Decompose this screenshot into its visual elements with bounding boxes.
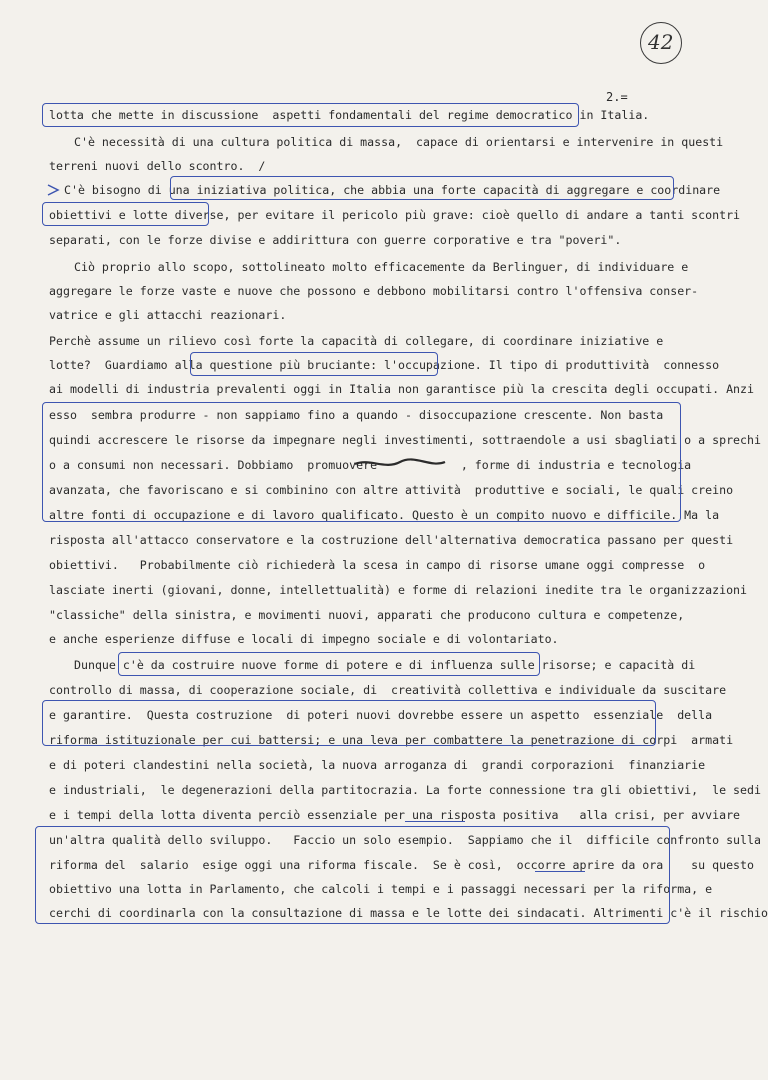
text-line: Dunque c'è da costruire nuove forme di potere e di influenza sulle risorse; e capacità di [74, 658, 696, 672]
text-line: avanzata, che favoriscano e si combinino con altre attività produttive e sociali, le quali creino [49, 483, 734, 497]
text-line: riforma del salario esige oggi una riforma fiscale. Se è così, occorre aprire da ora su questo [49, 858, 754, 872]
handwritten-page-number [640, 22, 682, 64]
text-line: "classiche" della sinistra, e movimenti nuovi, apparati che producono cultura e competenze, [49, 608, 685, 622]
typed-page-number: 2.= [606, 90, 628, 104]
text-line: e i tempi della lotta diventa perciò essenziale per una risposta positiva alla crisi, per avviare [49, 808, 741, 822]
text-line: quindi accrescere le risorse da impegnare negli investimenti, sottraendole a usi sbagliati o a sprechi [49, 433, 761, 447]
text-line: e anche esperienze diffuse e locali di impegno sociale e di volontariato. [49, 632, 559, 646]
text-line: aggregare le forze vaste e nuove che possono e debbono mobilitarsi contro l'offensiva conser- [49, 284, 699, 298]
text-line: terreni nuovi dello scontro. / [49, 159, 266, 173]
text-line: e garantire. Questa costruzione di poteri nuovi dovrebbe essere un aspetto essenziale della [49, 708, 713, 722]
handwritten-page-number-text: 42 [648, 30, 674, 54]
text-line: lotte? Guardiamo alla questione più bruciante: l'occupazione. Il tipo di produttività connesso [49, 358, 720, 372]
text-line: obiettivi e lotte diverse, per evitare il pericolo più grave: cioè quello di andare a tanti scontri [49, 208, 741, 222]
text-line: C'è necessità di una cultura politica di massa, capace di orientarsi e intervenire in questi [74, 135, 724, 149]
text-line: Ciò proprio allo scopo, sottolineato molto efficacemente da Berlinguer, di individuare e [74, 260, 689, 274]
text-line: e industriali, le degenerazioni della partitocrazia. La forte connessione tra gli obiettivi, le sedi [49, 783, 761, 797]
text-line: controllo di massa, di cooperazione sociale, di creatività collettiva e individuale da suscitare [49, 683, 727, 697]
text-line: altre fonti di occupazione e di lavoro qualificato. Questo è un compito nuovo e difficile. Ma la [49, 508, 720, 522]
text-line: vatrice e gli attacchi reazionari. [49, 308, 287, 322]
text-line: esso sembra produrre - non sappiamo fino a quando - disoccupazione crescente. Non basta [49, 408, 664, 422]
text-line: Perchè assume un rilievo così forte la capacità di collegare, di coordinare iniziative e [49, 334, 664, 348]
text-line: cerchi di coordinarla con la consultazione di massa e le lotte dei sindacati. Altrimenti c'è il rischio [49, 906, 768, 920]
text-line: o a consumi non necessari. Dobbiamo promuovere , forme di industria e tecnologia [49, 458, 692, 472]
text-line: separati, con le forze divise e addirittura con guerre corporative e tra "poveri". [49, 233, 622, 247]
text-line: un'altra qualità dello sviluppo. Faccio un solo esempio. Sappiamo che il difficile confronto sulla [49, 833, 761, 847]
text-line: lotta che mette in discussione aspetti fondamentali del regime democratico in Italia. [49, 108, 650, 122]
text-line: C'è bisogno di una iniziativa politica, che abbia una forte capacità di aggregare e coordinare [64, 183, 721, 197]
text-line: e di poteri clandestini nella società, la nuova arroganza di grandi corporazioni finanziarie [49, 758, 706, 772]
text-line: obiettivi. Probabilmente ciò richiederà la scesa in campo di risorse umane oggi compresse o [49, 558, 706, 572]
text-line: ai modelli di industria prevalenti oggi in Italia non garantisce più la crescita degli occupati. Anzi [49, 382, 754, 396]
text-line: lasciate inerti (giovani, donne, intellettualità) e forme di relazioni inedite tra le organizzazioni [49, 583, 748, 597]
text-line: riforma istituzionale per cui battersi; e una leva per combattere la penetrazione di corpi armati [49, 733, 734, 747]
text-line: obiettivo una lotta in Parlamento, che calcoli i tempi e i passaggi necessari per la riforma, e [49, 882, 713, 896]
text-line: risposta all'attacco conservatore e la costruzione dell'alternativa democratica passano per questi [49, 533, 734, 547]
